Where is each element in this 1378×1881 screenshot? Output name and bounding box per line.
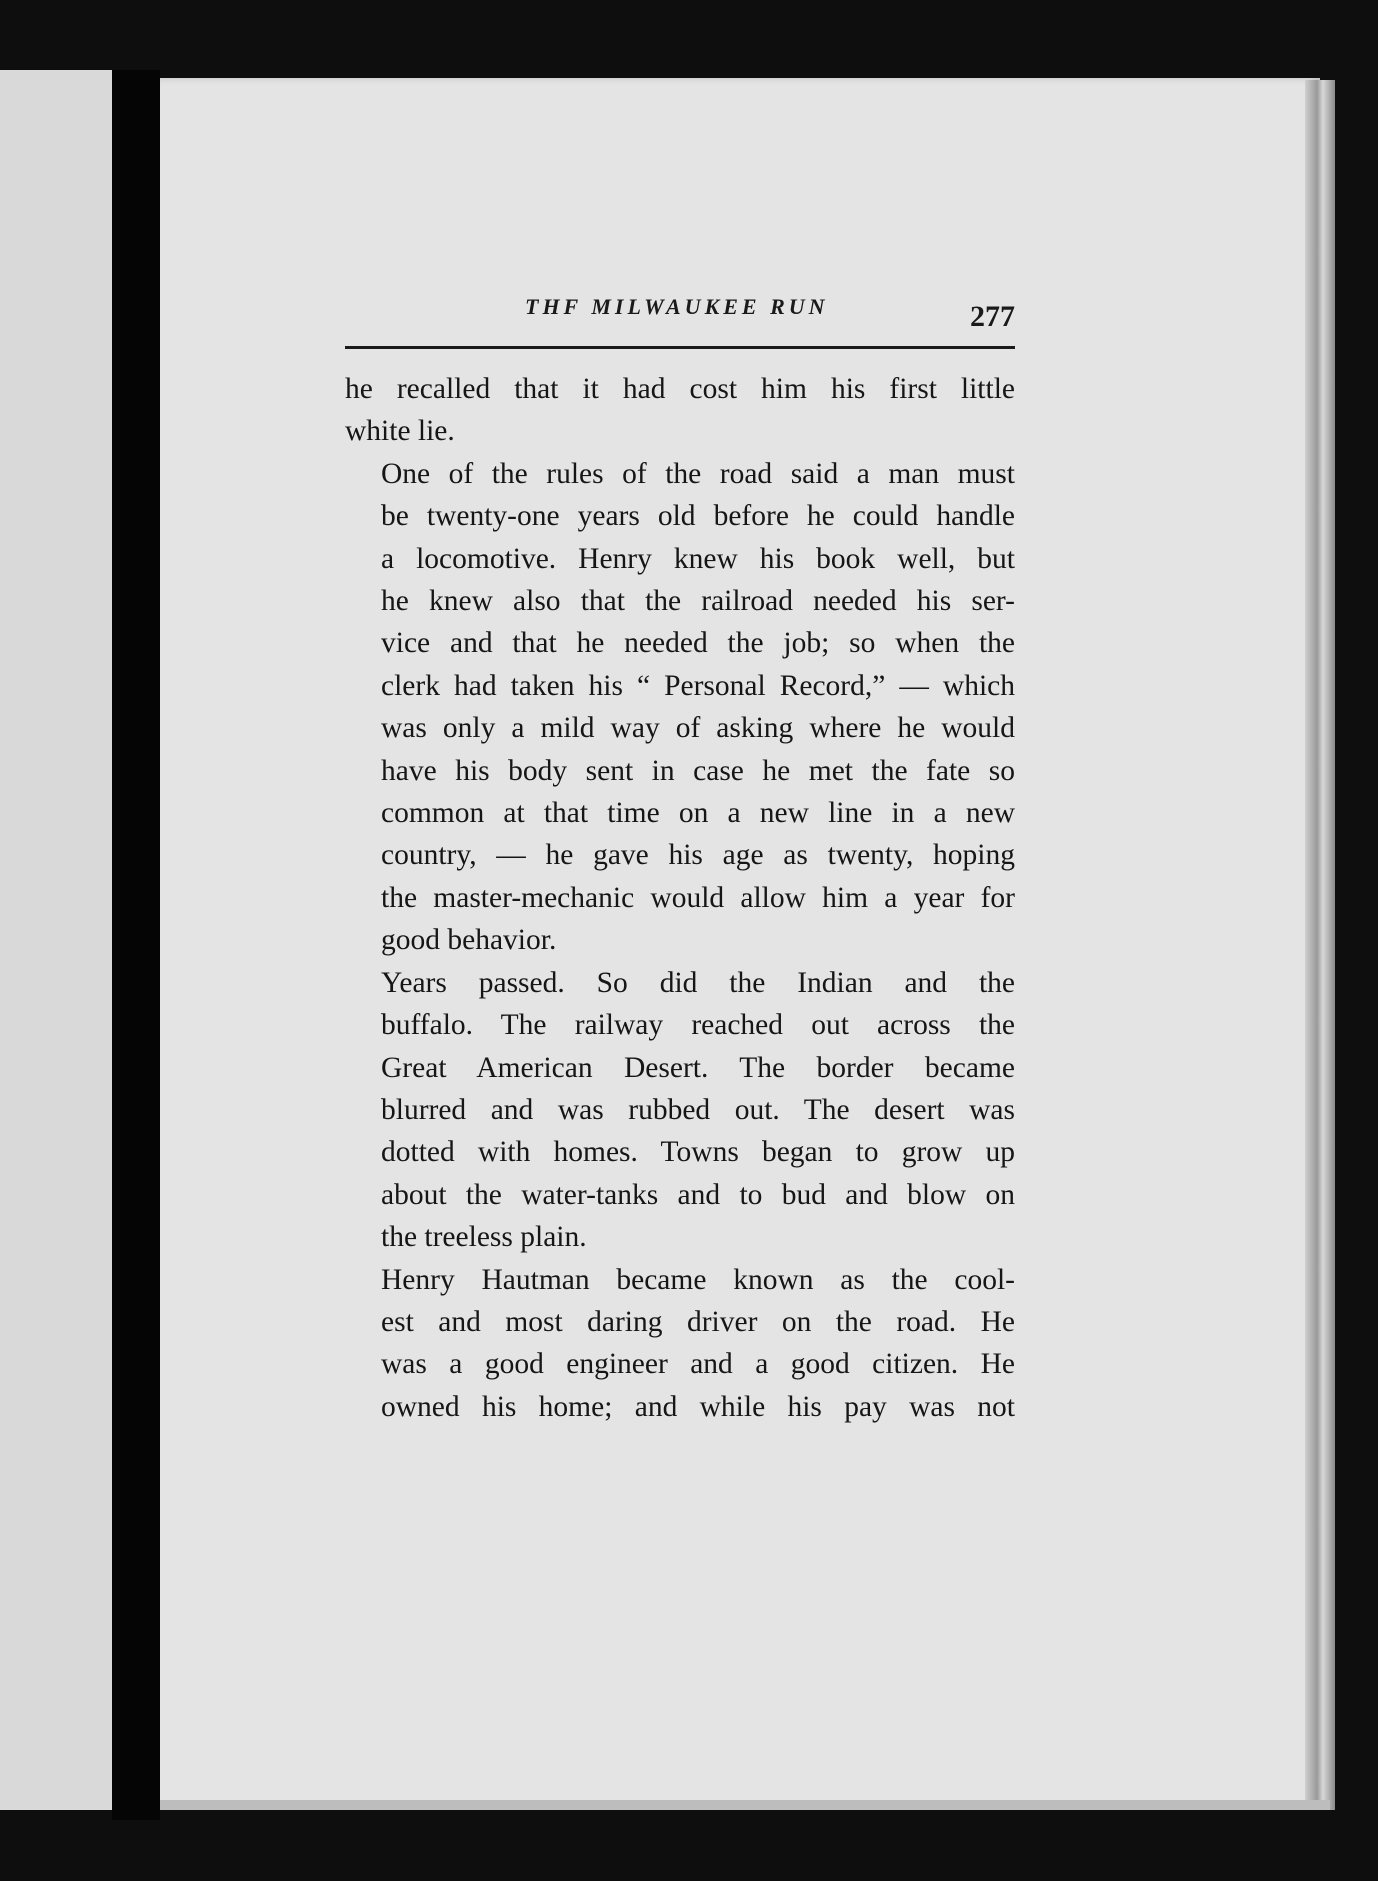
text-line: est and most daring driver on the road. He xyxy=(381,1305,1015,1338)
page-number: 277 xyxy=(970,300,1015,333)
text-line: Years passed. So did the Indian and the xyxy=(381,966,1015,999)
text-line: blurred and was rubbed out. The desert was xyxy=(381,1093,1015,1126)
text-line: common at that time on a new line in a new xyxy=(381,797,1015,830)
text-line: he knew also that the railroad needed his ser- xyxy=(381,585,1015,618)
text-line: One of the rules of the road said a man must xyxy=(381,457,1015,490)
text-line: be twenty-one years old before he could handle xyxy=(381,500,1015,533)
text-line: Henry Hautman became known as the cool- xyxy=(381,1263,1015,1296)
text-line: good behavior. xyxy=(381,924,557,957)
running-title: THF MILWAUKEE RUN xyxy=(525,294,829,319)
paragraph xyxy=(345,962,1015,1259)
text-line: was a good engineer and a good citizen. He xyxy=(381,1348,1015,1381)
book-gutter xyxy=(112,70,160,1820)
text-line: Great American Desert. The border became xyxy=(381,1051,1015,1084)
header-rule xyxy=(345,346,1015,349)
paragraph xyxy=(345,368,1015,453)
text-line: a locomotive. Henry knew his book well, but xyxy=(381,542,1015,575)
page-header xyxy=(345,292,1015,348)
text-line: vice and that he needed the job; so when the xyxy=(381,627,1015,660)
text-line: have his body sent in case he met the fate so xyxy=(381,754,1015,787)
text-line: the treeless plain. xyxy=(381,1221,587,1254)
page-fore-edge xyxy=(1305,80,1335,1810)
text-line: was only a mild way of asking where he would xyxy=(381,712,1015,745)
text-line: dotted with homes. Towns began to grow up xyxy=(381,1136,1015,1169)
text-line: country, — he gave his age as twenty, hoping xyxy=(381,839,1015,872)
body-text xyxy=(345,368,1015,1428)
paragraph xyxy=(345,1259,1015,1429)
text-line: buffalo. The railway reached out across the xyxy=(381,1009,1015,1042)
text-line: the master-mechanic would allow him a year for xyxy=(381,881,1015,914)
facing-page-edge xyxy=(0,70,112,1810)
paragraph xyxy=(345,453,1015,962)
text-line: owned his home; and while his pay was not xyxy=(381,1390,1015,1423)
page-bottom-edge xyxy=(160,1800,1330,1810)
text-line: he recalled that it had cost him his first little xyxy=(345,373,1015,405)
text-line: about the water-tanks and to bud and blow on xyxy=(381,1178,1015,1211)
text-line: white lie. xyxy=(345,415,455,448)
text-line: clerk had taken his “ Personal Record,” — which xyxy=(381,669,1015,702)
